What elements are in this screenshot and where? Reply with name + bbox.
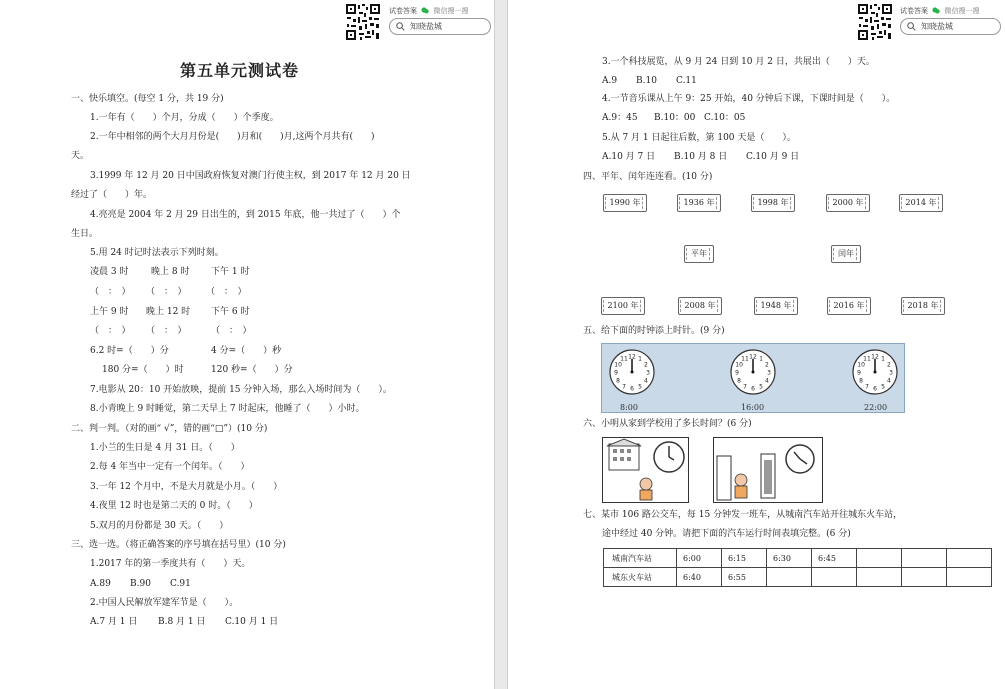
page-left bbox=[0, 0, 494, 689]
clock-numeral: 9 bbox=[857, 369, 861, 377]
time-label: 晚上 8 时 bbox=[151, 267, 190, 277]
question-1-6d: 120 秒=（ ）分 bbox=[211, 365, 293, 375]
time-label: 晚上 12 时 bbox=[146, 307, 191, 317]
option: B.10 bbox=[636, 76, 657, 86]
year-card[interactable]: 2000 年 bbox=[826, 194, 870, 212]
time-blank: （ ： ） bbox=[211, 326, 252, 336]
clock-numeral: 7 bbox=[865, 383, 869, 391]
search-icon bbox=[396, 22, 405, 31]
question-1-3-cont: 经过了（ ）年。 bbox=[71, 190, 153, 200]
qr-code-icon bbox=[345, 3, 381, 41]
clock-numeral: 3 bbox=[767, 369, 771, 377]
time-blank: （ ： ） bbox=[90, 287, 131, 297]
clock-numeral: 12 bbox=[871, 353, 879, 361]
question-1-4: 4.亮亮是 2004 年 2 月 29 日出生的，到 2015 年底，他一共过了（ ）个 bbox=[90, 210, 401, 220]
wechat-search-icon bbox=[932, 7, 940, 14]
brand-answer-label: 试卷答案 bbox=[900, 7, 928, 15]
question-2-2: 2.每 4 年当中一定有一个闰年。（ ） bbox=[90, 462, 250, 472]
clock-time-label: 16:00 bbox=[741, 403, 765, 412]
section-7-heading: 七、某市 106 路公交车，每 15 分钟发一班车，从城南汽车站开往城东火车站， bbox=[583, 510, 903, 520]
question-1-8: 8.小青晚上 9 时睡觉，第二天早上 7 时起床，他睡了（ ）小时。 bbox=[90, 404, 365, 414]
section-6-heading: 六、小明从家到学校用了多长时间？(6 分) bbox=[583, 419, 752, 429]
option: C.10 月 1 日 bbox=[225, 617, 279, 627]
clock-numeral: 4 bbox=[886, 377, 891, 385]
qr-code-icon bbox=[857, 3, 893, 41]
year-card[interactable]: 1998 年 bbox=[751, 194, 795, 212]
question-1-2: 2.一年中相邻的两个大月月份是( )月和( )月,这两个月共有( ) bbox=[90, 132, 375, 142]
section-7-heading-cont: 途中经过 40 分钟。请把下面的汽车运行时间表填完整。(6 分) bbox=[602, 529, 851, 539]
wechat-search-icon bbox=[421, 7, 429, 14]
brand-text bbox=[389, 6, 468, 16]
question-3-5: 5.从 7 月 1 日起往后数，第 100 天是（ ）。 bbox=[602, 133, 796, 143]
table-row bbox=[604, 568, 992, 587]
time-cell[interactable]: 6:00 bbox=[677, 549, 722, 568]
clock-numeral: 4 bbox=[643, 377, 648, 385]
clock-numeral: 12 bbox=[749, 353, 757, 361]
clock-numeral: 11 bbox=[741, 355, 749, 363]
option: A.7 月 1 日 bbox=[90, 617, 138, 627]
section-5-heading: 五、给下面的时钟添上时针。(9 分) bbox=[583, 326, 725, 336]
common-year-card[interactable]: 平年 bbox=[684, 245, 714, 263]
leap-year-card[interactable]: 闰年 bbox=[831, 245, 861, 263]
question-1-6a: 6.2 时=（ ）分 bbox=[90, 346, 169, 356]
clock-numeral: 9 bbox=[614, 369, 618, 377]
clock-numeral: 8 bbox=[737, 377, 742, 385]
clock-numeral: 4 bbox=[764, 377, 769, 385]
clock-numeral: 2 bbox=[886, 361, 891, 369]
option: C.10：05 bbox=[704, 113, 746, 123]
section-1-heading: 一、快乐填空。(每空 1 分，共 19 分) bbox=[71, 94, 224, 104]
time-blank: （ ： ） bbox=[146, 287, 187, 297]
question-1-5: 5.用 24 时记时法表示下列时刻。 bbox=[90, 248, 224, 258]
year-card[interactable]: 1936 年 bbox=[677, 194, 721, 212]
option: B.10：00 bbox=[654, 113, 696, 123]
brand-answer-label: 试卷答案 bbox=[389, 7, 417, 15]
home-clock-picture bbox=[602, 437, 689, 503]
time-cell[interactable] bbox=[767, 568, 812, 587]
time-cell[interactable] bbox=[902, 549, 947, 568]
time-cell[interactable]: 6:30 bbox=[767, 549, 812, 568]
section-4-heading: 四、平年、闰年连连看。(10 分) bbox=[583, 172, 713, 182]
page-gutter bbox=[494, 0, 508, 689]
time-cell[interactable]: 6:45 bbox=[812, 549, 857, 568]
search-box[interactable] bbox=[389, 18, 491, 35]
time-cell[interactable]: 6:15 bbox=[722, 549, 767, 568]
option: C.10 月 9 日 bbox=[746, 152, 800, 162]
clock-numeral: 6 bbox=[751, 385, 755, 393]
clock-numeral: 5 bbox=[881, 383, 885, 391]
station-name-cell: 城东火车站 bbox=[604, 568, 677, 587]
clock-numeral: 6 bbox=[873, 385, 877, 393]
time-blank: （ ： ） bbox=[146, 326, 187, 336]
clock-numeral: 9 bbox=[735, 369, 739, 377]
school-clock-picture bbox=[713, 437, 823, 503]
year-card[interactable]: 1990 年 bbox=[603, 194, 647, 212]
question-1-1: 1.一年有（ ）个月，分成（ ）个季度。 bbox=[90, 113, 279, 123]
time-label: 上午 9 时 bbox=[90, 307, 129, 317]
time-cell[interactable]: 6:55 bbox=[722, 568, 767, 587]
clock-numeral: 10 bbox=[614, 361, 622, 369]
clock-center bbox=[874, 371, 877, 374]
year-card[interactable]: 2014 年 bbox=[899, 194, 943, 212]
time-cell[interactable] bbox=[812, 568, 857, 587]
clock-numeral: 1 bbox=[759, 355, 763, 363]
clock-numeral: 1 bbox=[638, 355, 642, 363]
time-label: 凌晨 3 时 bbox=[90, 267, 129, 277]
time-label: 下午 1 时 bbox=[211, 267, 250, 277]
option: C.11 bbox=[676, 76, 697, 86]
section-2-heading: 二、判一判。（对的画“ √”，错的画“□”）(10 分) bbox=[71, 424, 268, 434]
year-card[interactable]: 2100 年 bbox=[601, 297, 645, 315]
clock-numeral: 12 bbox=[628, 353, 636, 361]
time-cell[interactable]: 6:40 bbox=[677, 568, 722, 587]
section-3-heading: 三、选一选。（将正确答案的序号填在括号里）(10 分) bbox=[71, 540, 286, 550]
clock-numeral: 2 bbox=[764, 361, 769, 369]
bus-schedule-table bbox=[603, 548, 992, 587]
search-text: 知晓盐城 bbox=[410, 22, 442, 31]
question-1-6c: 180 分=（ ）时 bbox=[102, 365, 184, 375]
year-card[interactable]: 2008 年 bbox=[678, 297, 722, 315]
clock-numeral: 8 bbox=[859, 377, 864, 385]
question-1-6b: 4 分=（ ）秒 bbox=[211, 346, 282, 356]
question-2-3: 3.一年 12 个月中，不是大月就是小月。（ ） bbox=[90, 482, 283, 492]
option: B.90 bbox=[130, 579, 151, 589]
clock-numeral: 1 bbox=[881, 355, 885, 363]
question-2-1: 1.小兰的生日是 4 月 31 日。（ ） bbox=[90, 443, 240, 453]
table-row bbox=[604, 549, 992, 568]
brand-wechat-label: 微信搜一搜 bbox=[944, 7, 980, 15]
option: A.89 bbox=[90, 579, 111, 589]
station-name-cell: 城南汽车站 bbox=[604, 549, 677, 568]
question-1-3: 3.1999 年 12 月 20 日中国政府恢复对澳门行使主权，到 2017 年 12 月 20 日 bbox=[90, 171, 411, 181]
question-2-5: 5.双月的月份都是 30 天。（ ） bbox=[90, 521, 229, 531]
time-cell[interactable] bbox=[947, 549, 992, 568]
clock-numeral: 11 bbox=[863, 355, 871, 363]
question-2-4: 4.夜里 12 时也是第二天的 0 时。（ ） bbox=[90, 501, 258, 511]
option: A.9 bbox=[602, 76, 618, 86]
option: A.10 月 7 日 bbox=[602, 152, 656, 162]
clock-numeral: 3 bbox=[889, 369, 893, 377]
option: A.9：45 bbox=[602, 113, 638, 123]
year-card[interactable]: 2018 年 bbox=[901, 297, 945, 315]
question-1-4-cont: 生日。 bbox=[71, 229, 99, 239]
question-3-1: 1.2017 年的第一季度共有（ ）天。 bbox=[90, 559, 251, 569]
year-card[interactable]: 2016 年 bbox=[827, 297, 871, 315]
time-cell[interactable] bbox=[902, 568, 947, 587]
question-3-4: 4.一节音乐课从上午 9：25 开始，40 分钟后下课，下课时间是（ ）。 bbox=[602, 94, 896, 104]
time-label: 下午 6 时 bbox=[211, 307, 250, 317]
option: C.91 bbox=[170, 579, 191, 589]
search-icon bbox=[907, 22, 916, 31]
brand-text bbox=[900, 6, 979, 16]
clock-numeral: 3 bbox=[646, 369, 650, 377]
time-blank: （ ： ） bbox=[90, 326, 131, 336]
clock-numeral: 10 bbox=[735, 361, 743, 369]
search-text: 知晓盐城 bbox=[921, 22, 953, 31]
clock-numeral: 7 bbox=[622, 383, 626, 391]
clock-numeral: 10 bbox=[857, 361, 865, 369]
clock-center bbox=[752, 371, 755, 374]
clock-panel bbox=[601, 343, 905, 413]
clock-numeral: 5 bbox=[638, 383, 642, 391]
clock-numeral: 7 bbox=[743, 383, 747, 391]
option: B.10 月 8 日 bbox=[674, 152, 728, 162]
time-cell[interactable] bbox=[947, 568, 992, 587]
question-1-7: 7.电影从 20：10 开始放映，提前 15 分钟入场，那么入场时间为（ ）。 bbox=[90, 385, 392, 395]
clock-center bbox=[631, 371, 634, 374]
clock-numeral: 6 bbox=[630, 385, 634, 393]
question-1-2-cont: 天。 bbox=[71, 151, 90, 161]
option: B.8 月 1 日 bbox=[158, 617, 206, 627]
time-cell[interactable] bbox=[857, 549, 902, 568]
question-3-3: 3.一个科技展览，从 9 月 24 日到 10 月 2 日，共展出（ ）天。 bbox=[602, 57, 875, 67]
clock-numeral: 11 bbox=[620, 355, 628, 363]
brand-wechat-label: 微信搜一搜 bbox=[433, 7, 469, 15]
clock-numeral: 2 bbox=[643, 361, 648, 369]
year-card[interactable]: 1948 年 bbox=[754, 297, 798, 315]
clock-numeral: 8 bbox=[616, 377, 621, 385]
time-cell[interactable] bbox=[857, 568, 902, 587]
search-box[interactable] bbox=[900, 18, 1001, 35]
time-blank: （ ： ） bbox=[206, 287, 247, 297]
question-3-2: 2.中国人民解放军建军节是（ ）。 bbox=[90, 598, 239, 608]
clock-time-label: 8:00 bbox=[620, 403, 638, 412]
clock-faces bbox=[602, 344, 904, 412]
page-title: 第五单元测试卷 bbox=[180, 61, 300, 80]
clock-numeral: 5 bbox=[759, 383, 763, 391]
clock-time-label: 22:00 bbox=[864, 403, 888, 412]
